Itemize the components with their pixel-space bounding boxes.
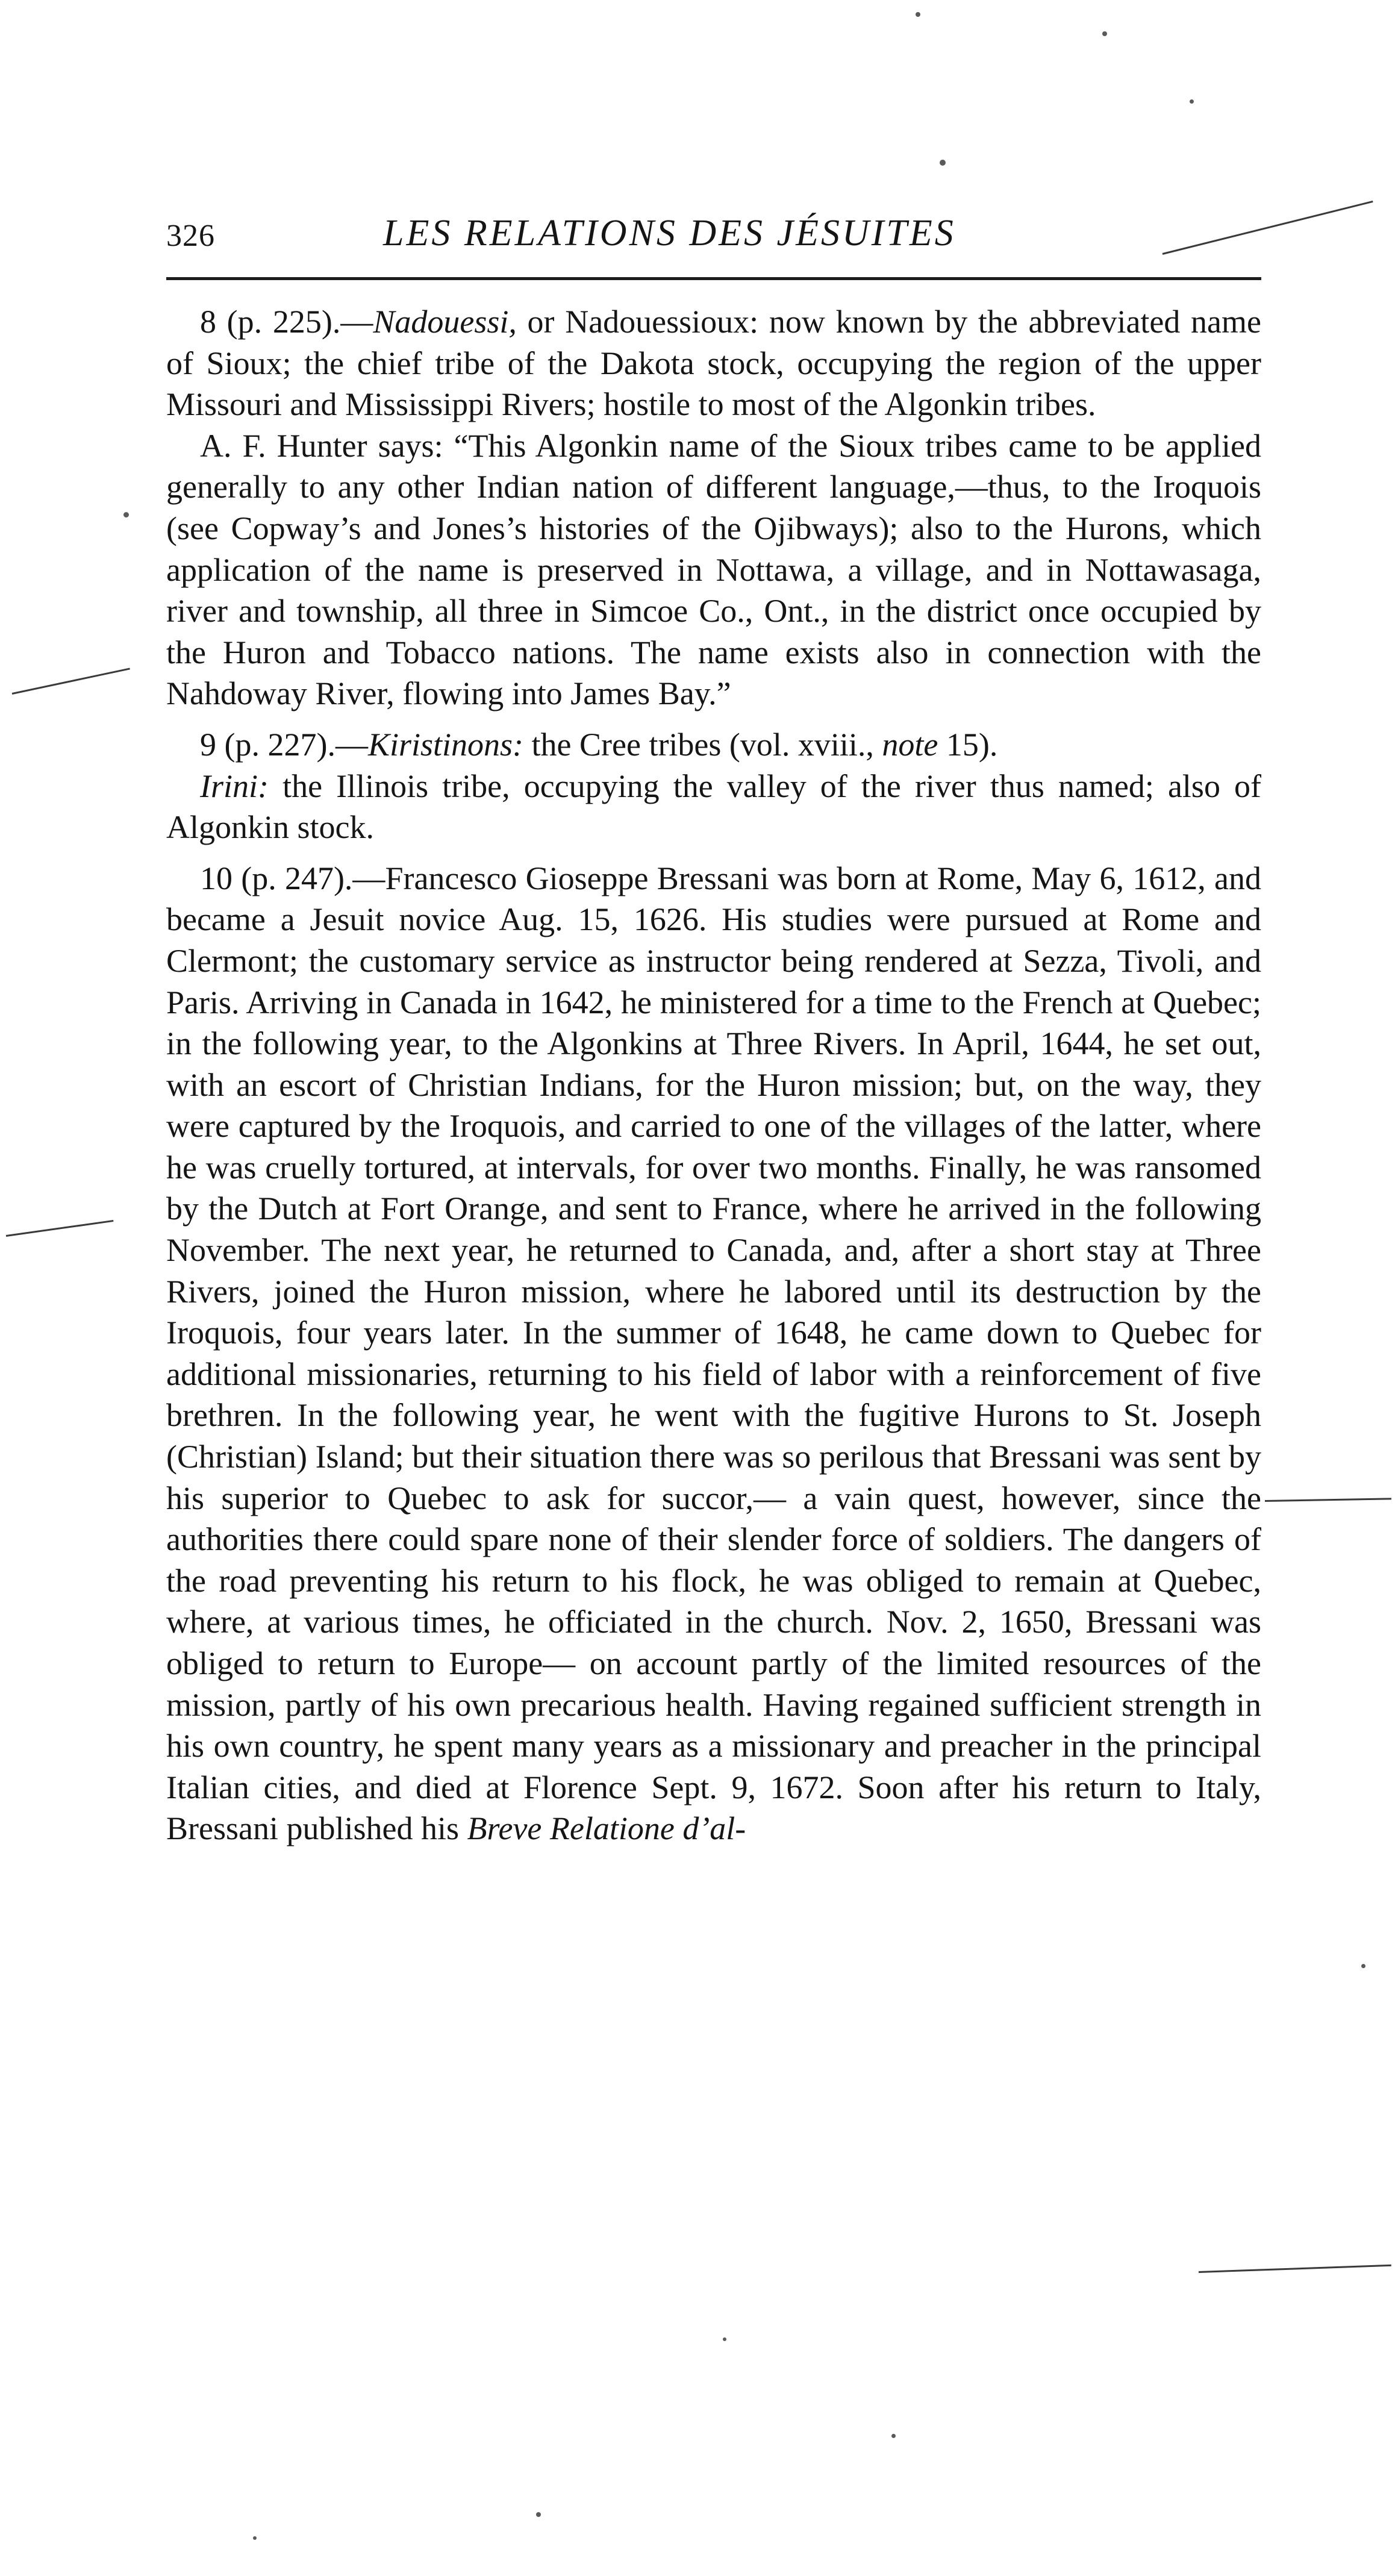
scan-speck (1190, 99, 1194, 104)
scan-speck (253, 2536, 257, 2540)
note-8-term: Nadouessi, (373, 304, 517, 340)
scan-speck (891, 2434, 896, 2438)
scan-stray-mark (12, 667, 130, 695)
scan-speck (940, 160, 946, 166)
note-9 (166, 724, 1261, 766)
note-9-text: the Cree tribes (vol. xviii., (523, 726, 882, 763)
scan-stray-mark (6, 1220, 114, 1237)
scan-speck (723, 2337, 726, 2341)
scan-speck (1361, 1964, 1365, 1968)
running-title: LES RELATIONS DES JÉSUITES (383, 213, 956, 254)
note-10-text: Francesco Gioseppe Bressani was born at Rome, May 6, 1612, and became a Jesuit novice Aug. 15, 1626. His studies were pursued at Rome and Clermont; the customary service as instructor being rendered at Sezza, Tivoli, and Paris. Arriving in Canada in 1642, he ministered for a time to the French at Quebec; in the following year, to the Algonkins at Three Rivers. In April, 1644, he set out, with an escort of Christian Indians, for the Huron mission; but, on the way, they were captured by the Iroquois, and carried to one of the villages of the latter, where he was cruelly tortured, at intervals, for over two months. Finally, he was ransomed by the Dutch at Fort Orange, and sent to France, where he arrived in the following November. The next year, he returned to Canada, and, after a short stay at Three Rivers, joined the Huron mission, where he labored until its destruction by the Iroquois, four years later. In the summer of 1648, he came down to Quebec for additional missionaries, returning to his field of labor with a reinforcement of five brethren. In the following year, he went with the fugitive Hurons to St. Joseph (Christian) Island; but their situation there was so perilous that Bressani was sent by his superior to Quebec to ask for succor,— a vain quest, however, since the authorities there could spare none of their slender force of soldiers. The dangers of the road preventing his return to his flock, he was obliged to remain at Quebec, where, at various times, he officiated in the church. Nov. 2, 1650, Bressani was obliged to return to Europe— on account partly of the limited resources of the mission, partly of his own precarious health. Having regained sufficient strength in his own country, he spent many years as a missionary and preacher in the principal Italian cities, and died at Florence Sept. 9, 1672. Soon after his return to Italy, Bressani published his (166, 860, 1261, 1847)
note-8-lead: 8 (p. 225).— (200, 304, 373, 340)
scan-speck (123, 512, 129, 517)
running-head (166, 212, 1261, 260)
note-9-lead: 9 (p. 227).— (200, 726, 368, 763)
note-10-lead: 10 (p. 247).— (200, 860, 385, 896)
note-8-text: or Nadouessioux: now known by the abbreviated name of Sioux; the chief tribe of the Dakota stock, occupying the region of the upper Missouri and Mississippi Rivers; hostile to most of the Algonkin tribes. (166, 304, 1261, 423)
note-10-book-title: Breve Relatione d’al- (467, 1810, 746, 1847)
scan-stray-mark (1265, 1498, 1391, 1502)
page-number: 326 (166, 219, 215, 253)
note-8 (166, 301, 1261, 425)
scan-speck (916, 12, 920, 17)
note-9-irini-term: Irini: (200, 767, 269, 804)
scan-stray-mark (1199, 2265, 1391, 2273)
note-9-irini (166, 766, 1261, 848)
note-9-text-end: 15). (938, 726, 998, 763)
header-rule (166, 277, 1261, 280)
note-8-quote-text: A. F. Hunter says: “This Algonkin name of the Sioux tribes came to be applied generally to any other Indian nation of different language,—thus, to the Iroquois (see Copway’s and Jones’s histories of the Ojibways); also to the Hurons, which application of the name is preserved in Nottawa, a village, and in Nottawasaga, river and township, all three in Simcoe Co., Ont., in the district once occupied by the Huron and Tobacco nations. The name exists also in connection with the Nahdoway River, flowing into James Bay.” (166, 427, 1261, 712)
note-9-term: Kiristinons: (367, 726, 524, 763)
scan-speck (536, 2512, 541, 2517)
note-9-irini-text: the Illinois tribe, occupying the valley of the river thus named; also of Algonkin stock. (166, 767, 1261, 846)
note-8-quote (166, 425, 1261, 714)
endnotes (166, 301, 1261, 1849)
scan-speck (1102, 31, 1107, 36)
note-10 (166, 858, 1261, 1849)
note-9-note-label: note (882, 726, 938, 763)
